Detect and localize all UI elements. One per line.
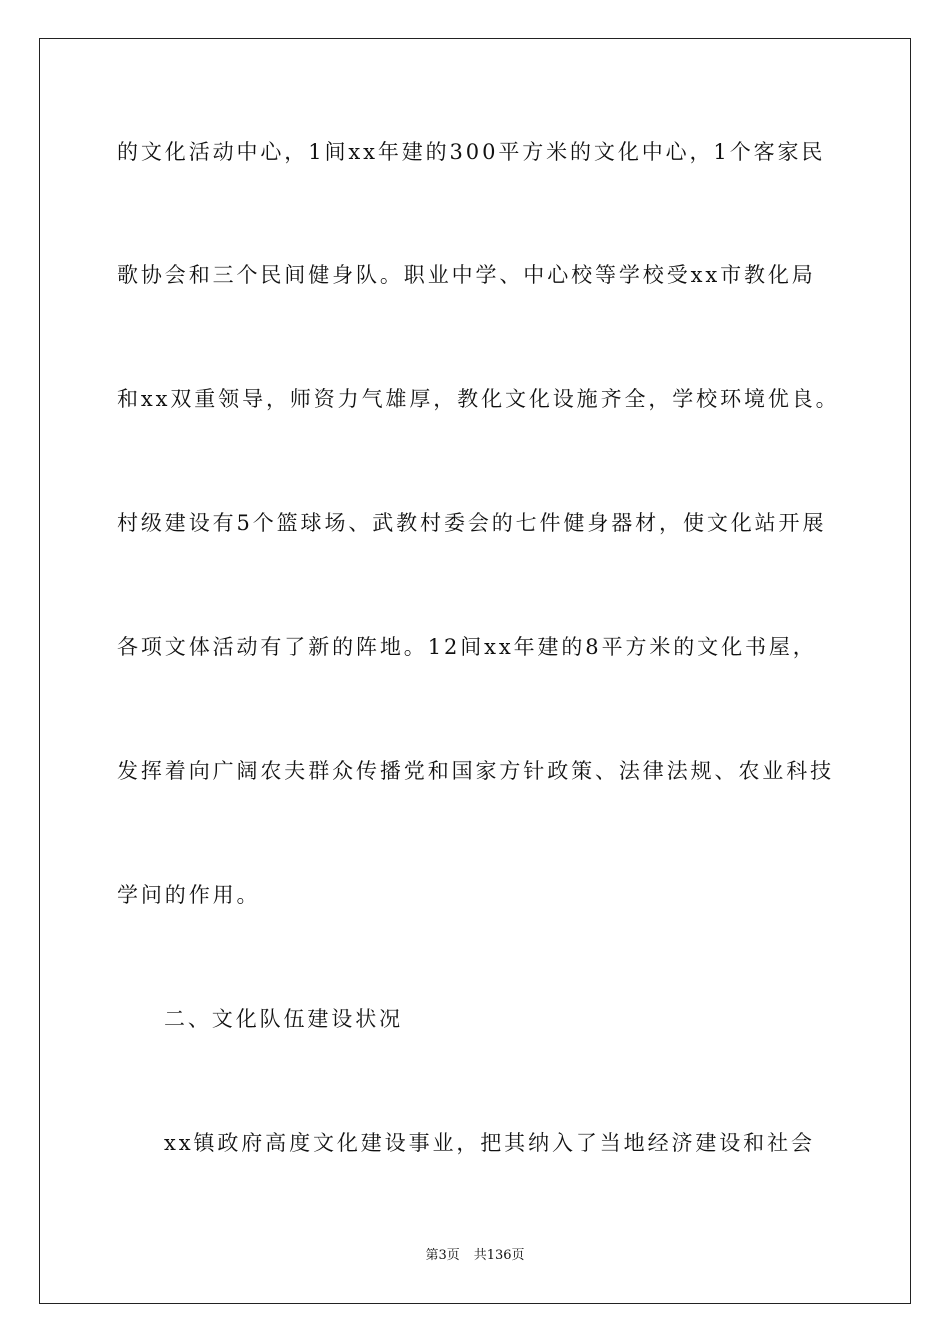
section-heading: 二、文化队伍建设状况 (164, 1007, 403, 1031)
page-total: 共136页 (473, 1248, 525, 1263)
paragraph-first-line: xx镇政府高度文化建设事业，把其纳入了当地经济建设和社会 (164, 1131, 815, 1155)
page-number: 第3页 (425, 1248, 460, 1263)
body-text-line: 发挥着向广阔农夫群众传播党和国家方针政策、法律法规、农业科技 (117, 759, 834, 783)
body-text-line: 和xx双重领导，师资力气雄厚，教化文化设施齐全，学校环境优良。 (117, 387, 840, 411)
page-footer (0, 1247, 950, 1265)
body-text-line: 歌协会和三个民间健身队。职业中学、中心校等学校受xx市教化局 (117, 263, 816, 287)
body-text-line: 的文化活动中心，1间xx年建的300平方米的文化中心，1个客家民 (117, 140, 826, 164)
page-border (39, 38, 911, 1304)
body-text-line: 各项文体活动有了新的阵地。12间xx年建的8平方米的文化书屋， (117, 635, 817, 659)
body-text-line: 学问的作用。 (117, 883, 261, 907)
body-text-line: 村级建设有5个篮球场、武教村委会的七件健身器材，使文化站开展 (117, 511, 827, 535)
